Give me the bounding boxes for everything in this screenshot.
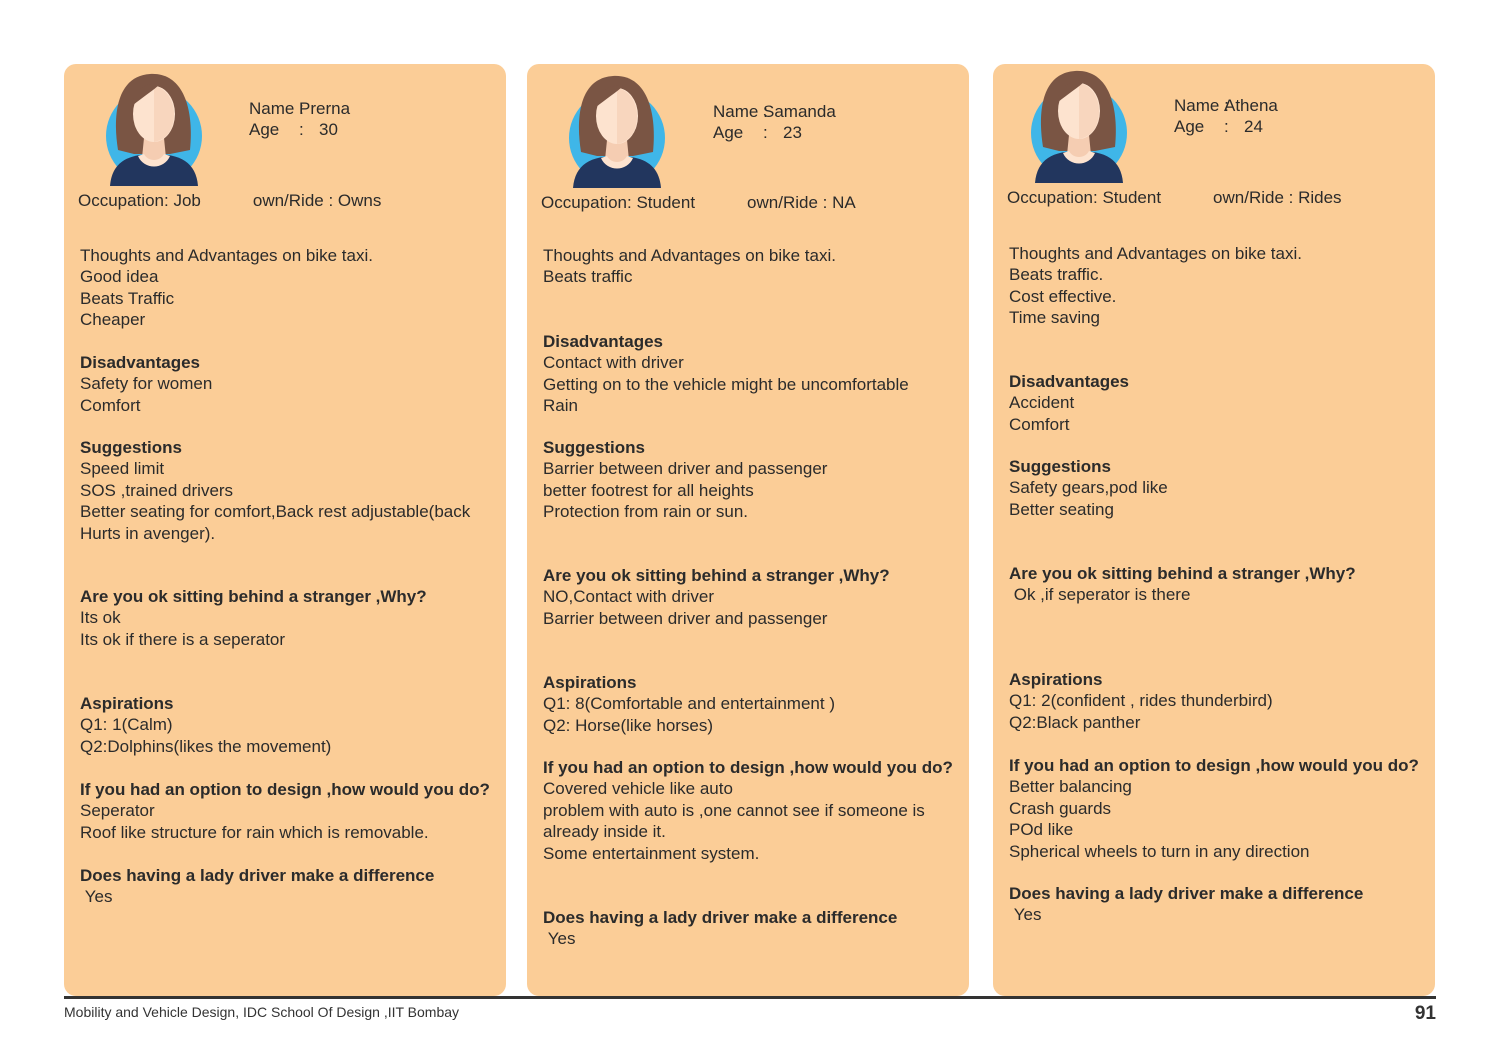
section-4 [543, 565, 961, 629]
section-line: Ok ,if seperator is there [1009, 585, 1191, 605]
section-6 [80, 779, 498, 843]
name-label: Name : [713, 102, 768, 121]
occupation-text: Occupation: Job [78, 191, 201, 210]
section-line: Rain [543, 396, 578, 416]
section-5 [543, 672, 961, 736]
section-line: Time saving [1009, 308, 1101, 328]
section-4 [1009, 563, 1427, 606]
avatar-svg [567, 72, 667, 188]
section-line: Safety for women [80, 374, 213, 394]
age-label: Age [713, 123, 744, 142]
section-line: Cheaper [80, 310, 146, 330]
section-2 [543, 331, 961, 417]
section-7 [1009, 883, 1427, 926]
footer-divider [64, 996, 1436, 999]
section-line: Q1: 8(Comfortable and entertainment ) [543, 694, 835, 714]
section-line: Better seating for comfort,Back rest adjustable(back Hurts in avenger). [80, 502, 475, 543]
section-title: If you had an option to design ,how would you do? [543, 758, 953, 777]
age-row [1174, 116, 1278, 137]
section-5 [1009, 669, 1427, 733]
name-value: Samanda [763, 102, 836, 121]
name-row [713, 101, 836, 122]
section-title: Does having a lady driver make a difference [80, 866, 435, 885]
avatar-svg [1029, 67, 1129, 183]
section-title: Aspirations [1009, 670, 1103, 689]
persona-card-1 [64, 64, 506, 996]
section-5 [80, 693, 498, 757]
section-line: Yes [1009, 905, 1042, 925]
section-title: Are you ok sitting behind a stranger ,Why? [80, 587, 427, 606]
section-line: Crash guards [1009, 798, 1112, 818]
section-3 [1009, 456, 1427, 520]
age-label: Age [249, 120, 280, 139]
section-line: Beats traffic [543, 267, 633, 287]
section-line: Getting on to the vehicle might be uncomfortable [543, 374, 909, 394]
avatar-svg [104, 70, 204, 186]
section-line: Yes [80, 887, 113, 907]
section-title: Aspirations [543, 673, 637, 692]
persona-card-3 [993, 64, 1435, 996]
section-line: problem with auto is ,one cannot see if someone is already inside it. [543, 800, 930, 842]
section-1 [80, 245, 498, 331]
section-line: Q2: Horse(like horses) [543, 715, 714, 735]
own-ride-text: own/Ride : Rides [1213, 188, 1342, 207]
age-value: 23 [783, 123, 802, 142]
age-label: Age [1174, 117, 1205, 136]
section-title: Does having a lady driver make a difference [1009, 884, 1364, 903]
age-value: 24 [1244, 117, 1263, 136]
section-line: Q2:Black panther [1009, 712, 1141, 732]
age-colon: : [1224, 117, 1229, 136]
occupation-row [541, 193, 856, 213]
section-title: Disadvantages [1009, 372, 1129, 391]
section-title: Suggestions [543, 438, 646, 457]
name-value: Prerna [299, 99, 351, 118]
section-line: Its ok [80, 608, 121, 628]
section-line: Some entertainment system. [543, 843, 760, 863]
name-value: Athena [1224, 96, 1278, 115]
occupation-text: Occupation: Student [541, 193, 696, 212]
section-line: Barrier between driver and passenger [543, 459, 828, 479]
section-6 [1009, 755, 1427, 862]
section-3 [543, 437, 961, 523]
name-row [249, 98, 350, 119]
section-line: Better balancing [1009, 777, 1132, 797]
section-line: SOS ,trained drivers [80, 480, 234, 500]
section-title: Disadvantages [80, 353, 200, 372]
name-label: Name : [249, 99, 304, 118]
section-line: Thoughts and Advantages on bike taxi. [543, 246, 836, 265]
section-line: Comfort [1009, 414, 1070, 434]
section-title: Does having a lady driver make a difference [543, 908, 898, 927]
section-title: Are you ok sitting behind a stranger ,Why? [543, 566, 890, 585]
own-ride-text: own/Ride : NA [747, 193, 856, 212]
woman-avatar-icon [104, 70, 204, 186]
section-line: Yes [543, 929, 576, 949]
section-line: Q1: 1(Calm) [80, 715, 173, 735]
section-title: Suggestions [1009, 457, 1112, 476]
section-7 [543, 907, 961, 950]
section-title: Suggestions [80, 438, 183, 457]
section-title: Are you ok sitting behind a stranger ,Why? [1009, 564, 1356, 583]
section-line: Its ok if there is a seperator [80, 629, 286, 649]
section-line: Beats Traffic [80, 288, 175, 308]
section-3 [80, 437, 498, 544]
occupation-text: Occupation: Student [1007, 188, 1162, 207]
section-7 [80, 865, 498, 908]
section-title: If you had an option to design ,how would you do? [80, 780, 490, 799]
section-line: Accident [1009, 393, 1075, 413]
section-line: Spherical wheels to turn in any direction [1009, 841, 1310, 861]
age-row [249, 119, 350, 140]
section-2 [1009, 371, 1427, 435]
section-line: Speed limit [80, 459, 165, 479]
section-6 [543, 757, 961, 864]
section-line: Beats traffic. [1009, 265, 1104, 285]
section-line: Barrier between driver and passenger [543, 608, 828, 628]
section-line: Seperator [80, 801, 155, 821]
section-line: Good idea [80, 267, 159, 287]
woman-avatar-icon [567, 72, 667, 188]
age-colon: : [299, 120, 304, 139]
section-line: Roof like structure for rain which is removable. [80, 822, 429, 842]
section-line: Covered vehicle like auto [543, 779, 733, 799]
own-ride-text: own/Ride : Owns [252, 191, 382, 210]
name-label: Name : [1174, 96, 1229, 115]
age-value: 30 [319, 120, 338, 139]
identity-block [249, 98, 350, 140]
page-number: 91 [1414, 1003, 1436, 1024]
section-line: POd like [1009, 820, 1074, 840]
persona-card-2 [527, 64, 969, 996]
section-line: Safety gears,pod like [1009, 478, 1168, 498]
section-1 [543, 245, 961, 288]
section-line: Thoughts and Advantages on bike taxi. [80, 246, 373, 265]
section-line: Better seating [1009, 499, 1114, 519]
occupation-row [78, 191, 381, 211]
identity-block [713, 101, 836, 143]
section-2 [80, 352, 498, 416]
section-line: Protection from rain or sun. [543, 502, 749, 522]
section-line: NO,Contact with driver [543, 587, 714, 607]
section-title: If you had an option to design ,how would you do? [1009, 756, 1419, 775]
section-line: Q2:Dolphins(likes the movement) [80, 736, 332, 756]
section-title: Disadvantages [543, 332, 663, 351]
age-colon: : [763, 123, 768, 142]
identity-block [1174, 95, 1278, 137]
footer-text: Mobility and Vehicle Design, IDC School Of Design ,IIT Bombay [64, 1004, 460, 1020]
section-1 [1009, 243, 1427, 329]
name-row [1174, 95, 1278, 116]
section-line: Comfort [80, 395, 141, 415]
woman-avatar-icon [1029, 67, 1129, 183]
section-line: Contact with driver [543, 353, 684, 373]
section-line: Q1: 2(confident , rides thunderbird) [1009, 691, 1273, 711]
section-line: better footrest for all heights [543, 480, 754, 500]
occupation-row [1007, 188, 1342, 208]
section-title: Aspirations [80, 694, 174, 713]
section-4 [80, 586, 498, 650]
age-row [713, 122, 836, 143]
section-line: Cost effective. [1009, 286, 1117, 306]
section-line: Thoughts and Advantages on bike taxi. [1009, 244, 1302, 263]
